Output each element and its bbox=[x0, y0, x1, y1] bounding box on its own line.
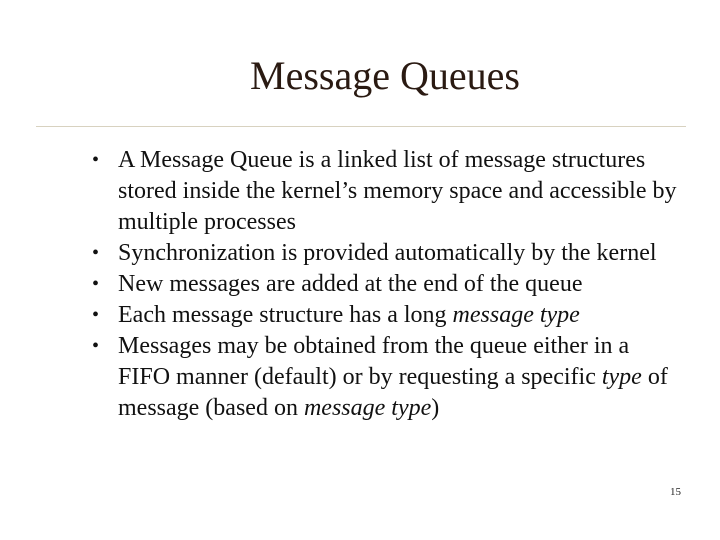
bullet-text: ) bbox=[431, 395, 440, 421]
title-divider bbox=[36, 126, 686, 127]
bullet-item bbox=[86, 331, 686, 424]
bullet-marker: • bbox=[92, 242, 100, 264]
bullet-item bbox=[86, 145, 686, 238]
bullet-text: Synchronization is provided automatically by the kernel bbox=[118, 240, 657, 266]
bullet-text: New messages are added at the end of the queue bbox=[118, 271, 583, 297]
bullet-text: of message (based on bbox=[118, 364, 668, 421]
bullet-item bbox=[86, 238, 686, 269]
bullet-text: Each message structure has a long bbox=[118, 302, 453, 328]
bullet-emphasis: message type bbox=[303, 395, 432, 421]
bullet-list bbox=[86, 145, 686, 424]
bullet-emphasis: message type bbox=[452, 302, 580, 328]
bullet-marker: • bbox=[92, 149, 100, 171]
bullet-marker: • bbox=[92, 273, 100, 295]
slide-title: Message Queues bbox=[250, 53, 520, 98]
page-number: 15 bbox=[670, 486, 681, 498]
bullet-text: Messages may be obtained from the queue either in a FIFO manner (default) or by requesting a specific bbox=[118, 333, 630, 390]
bullet-marker: • bbox=[92, 335, 100, 357]
bullet-item bbox=[86, 269, 686, 300]
bullet-marker: • bbox=[92, 304, 100, 326]
bullet-item bbox=[86, 300, 686, 331]
bullet-emphasis: type bbox=[601, 364, 642, 390]
bullet-text: A Message Queue is a linked list of message structures stored inside the kernel’s memory space and accessible by multiple processes bbox=[118, 147, 677, 235]
